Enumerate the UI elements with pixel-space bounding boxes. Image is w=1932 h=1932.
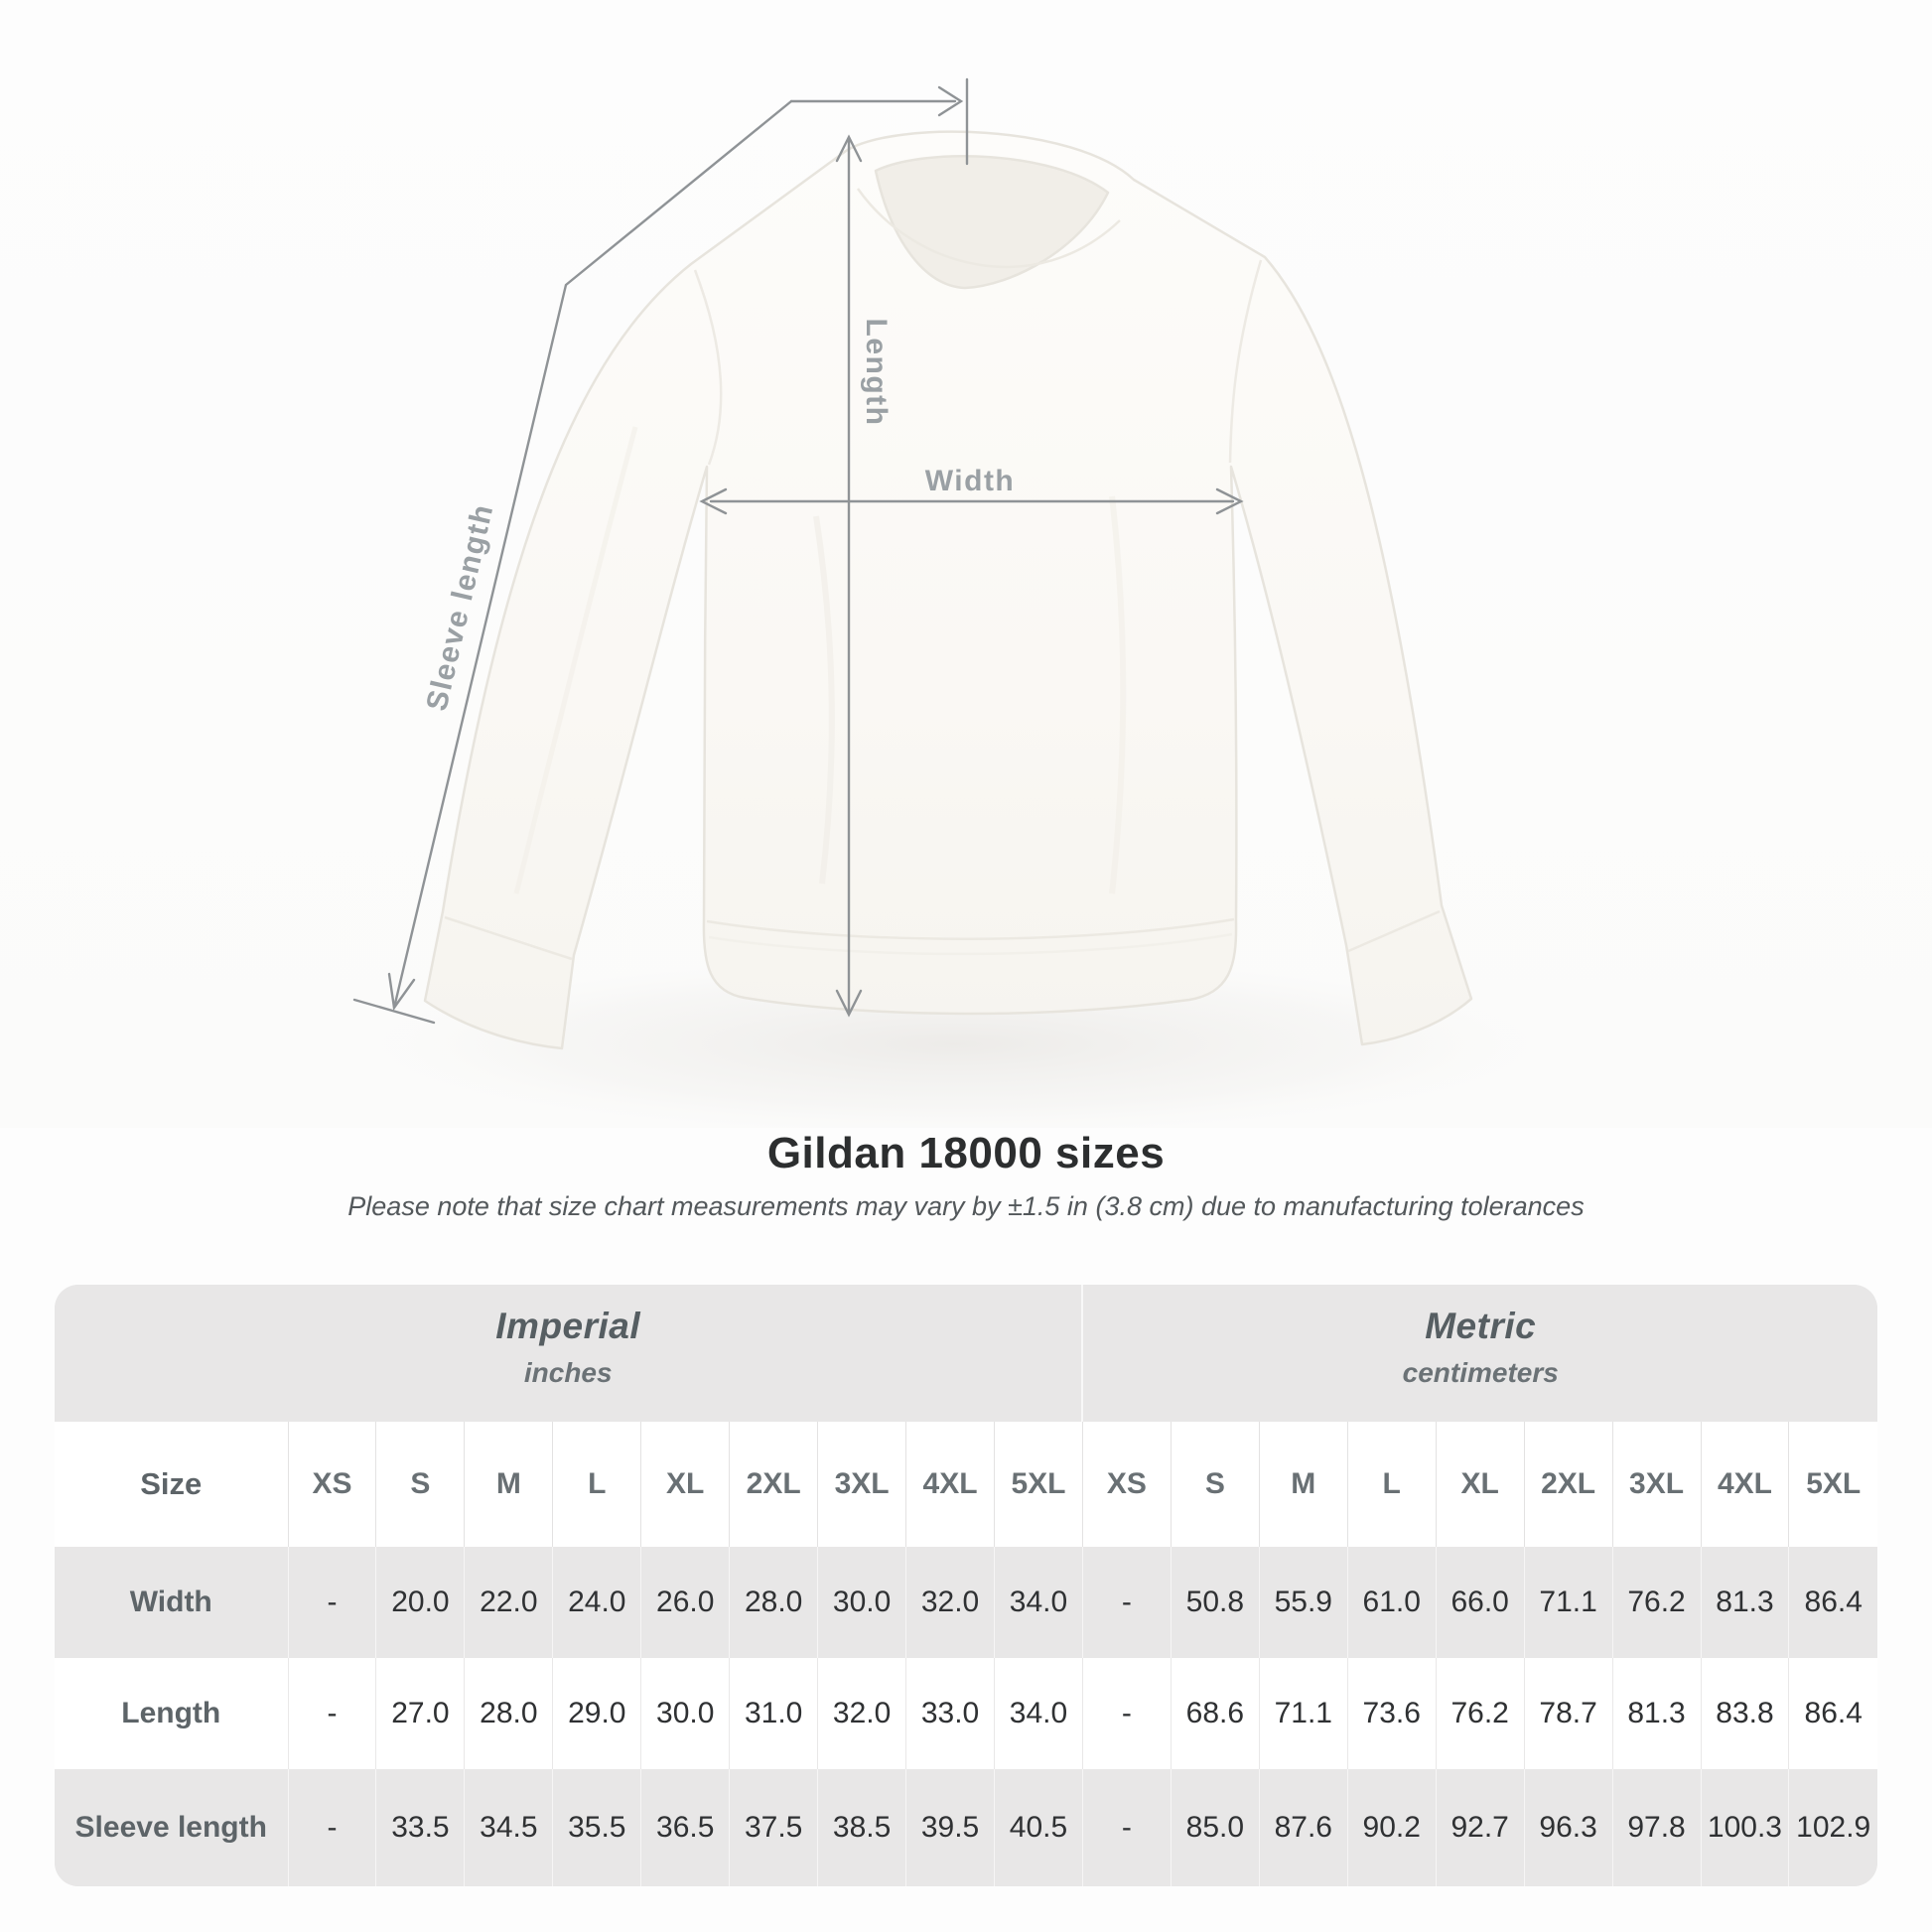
imperial-value-cell: 29.0 (553, 1658, 641, 1769)
imperial-value-cell: 33.0 (906, 1658, 995, 1769)
imperial-value-cell: 34.5 (465, 1769, 553, 1886)
measure-row-label: Length (55, 1658, 288, 1769)
metric-value-cell: 68.6 (1171, 1658, 1259, 1769)
imperial-value-cell: 26.0 (641, 1547, 730, 1658)
imperial-size-col-header: 5XL (995, 1422, 1083, 1547)
metric-value-cell: 85.0 (1171, 1769, 1259, 1886)
metric-group-title: Metric (1425, 1306, 1537, 1346)
imperial-size-col-header: S (376, 1422, 465, 1547)
imperial-group-title: Imperial (495, 1306, 641, 1346)
metric-value-cell: 83.8 (1701, 1658, 1789, 1769)
imperial-size-col-header: 4XL (906, 1422, 995, 1547)
metric-value-cell: 50.8 (1171, 1547, 1259, 1658)
metric-value-cell: 61.0 (1347, 1547, 1436, 1658)
metric-value-cell: 78.7 (1524, 1658, 1612, 1769)
metric-value-cell: 102.9 (1789, 1769, 1877, 1886)
metric-value-cell: - (1082, 1769, 1171, 1886)
metric-value-cell: 73.6 (1347, 1658, 1436, 1769)
imperial-value-cell: 33.5 (376, 1769, 465, 1886)
metric-size-col-header: S (1171, 1422, 1259, 1547)
metric-size-col-header: 4XL (1701, 1422, 1789, 1547)
tolerance-note: Please note that size chart measurements may vary by ±1.5 in (3.8 cm) due to manufacturing tolerances (347, 1191, 1585, 1221)
measure-row-2 (55, 1769, 1877, 1886)
width-measure-label: Width (924, 465, 1016, 497)
metric-value-cell: 97.8 (1612, 1769, 1701, 1886)
imperial-value-cell: 20.0 (376, 1547, 465, 1658)
metric-value-cell: 76.2 (1436, 1658, 1524, 1769)
imperial-value-cell: - (288, 1547, 376, 1658)
imperial-value-cell: 30.0 (818, 1547, 906, 1658)
metric-group-header (1082, 1285, 1877, 1422)
length-measure-label: Length (860, 318, 894, 427)
sleeve-measure-label: Sleeve length (420, 500, 500, 715)
metric-value-cell: 86.4 (1789, 1658, 1877, 1769)
imperial-value-cell: 31.0 (730, 1658, 818, 1769)
imperial-group-header (55, 1285, 1082, 1422)
metric-size-col-header: M (1259, 1422, 1347, 1547)
imperial-value-cell: 38.5 (818, 1769, 906, 1886)
unit-band-row (55, 1285, 1877, 1422)
measure-row-1 (55, 1658, 1877, 1769)
metric-value-cell: 55.9 (1259, 1547, 1347, 1658)
imperial-value-cell: 34.0 (995, 1658, 1083, 1769)
imperial-group-unit: inches (523, 1357, 613, 1388)
imperial-size-col-header: XL (641, 1422, 730, 1547)
metric-size-col-header: 2XL (1524, 1422, 1612, 1547)
measure-row-label: Sleeve length (55, 1769, 288, 1886)
metric-value-cell: 92.7 (1436, 1769, 1524, 1886)
metric-value-cell: - (1082, 1547, 1171, 1658)
imperial-value-cell: - (288, 1769, 376, 1886)
metric-value-cell: 86.4 (1789, 1547, 1877, 1658)
metric-value-cell: 81.3 (1612, 1658, 1701, 1769)
imperial-value-cell: 28.0 (730, 1547, 818, 1658)
size-chart-table (55, 1285, 1877, 1886)
metric-group-unit: centimeters (1402, 1357, 1559, 1388)
metric-size-col-header: XS (1082, 1422, 1171, 1547)
imperial-size-col-header: 3XL (818, 1422, 906, 1547)
metric-value-cell: 90.2 (1347, 1769, 1436, 1886)
imperial-value-cell: 32.0 (818, 1658, 906, 1769)
imperial-value-cell: 35.5 (553, 1769, 641, 1886)
size-col-label: Size (55, 1422, 288, 1547)
size-header-row (55, 1422, 1877, 1547)
imperial-value-cell: 36.5 (641, 1769, 730, 1886)
metric-value-cell: 96.3 (1524, 1769, 1612, 1886)
metric-size-col-header: XL (1436, 1422, 1524, 1547)
title-block (0, 1128, 1932, 1223)
imperial-size-col-header: XS (288, 1422, 376, 1547)
metric-value-cell: 71.1 (1524, 1547, 1612, 1658)
metric-value-cell: 81.3 (1701, 1547, 1789, 1658)
metric-value-cell: - (1082, 1658, 1171, 1769)
measure-row-0 (55, 1547, 1877, 1658)
imperial-value-cell: 28.0 (465, 1658, 553, 1769)
imperial-value-cell: 30.0 (641, 1658, 730, 1769)
page-title: Gildan 18000 sizes (766, 1129, 1166, 1177)
size-chart-table-container (55, 1285, 1877, 1886)
imperial-size-col-header: 2XL (730, 1422, 818, 1547)
imperial-size-col-header: M (465, 1422, 553, 1547)
metric-value-cell: 87.6 (1259, 1769, 1347, 1886)
imperial-value-cell: 39.5 (906, 1769, 995, 1886)
metric-value-cell: 76.2 (1612, 1547, 1701, 1658)
metric-size-col-header: 5XL (1789, 1422, 1877, 1547)
metric-size-col-header: 3XL (1612, 1422, 1701, 1547)
imperial-value-cell: - (288, 1658, 376, 1769)
imperial-value-cell: 27.0 (376, 1658, 465, 1769)
metric-value-cell: 66.0 (1436, 1547, 1524, 1658)
imperial-value-cell: 40.5 (995, 1769, 1083, 1886)
sweatshirt-illustration (425, 132, 1471, 1048)
metric-size-col-header: L (1347, 1422, 1436, 1547)
imperial-size-col-header: L (553, 1422, 641, 1547)
imperial-value-cell: 24.0 (553, 1547, 641, 1658)
measure-row-label: Width (55, 1547, 288, 1658)
imperial-value-cell: 37.5 (730, 1769, 818, 1886)
imperial-value-cell: 32.0 (906, 1547, 995, 1658)
imperial-value-cell: 22.0 (465, 1547, 553, 1658)
imperial-value-cell: 34.0 (995, 1547, 1083, 1658)
metric-value-cell: 100.3 (1701, 1769, 1789, 1886)
metric-value-cell: 71.1 (1259, 1658, 1347, 1769)
